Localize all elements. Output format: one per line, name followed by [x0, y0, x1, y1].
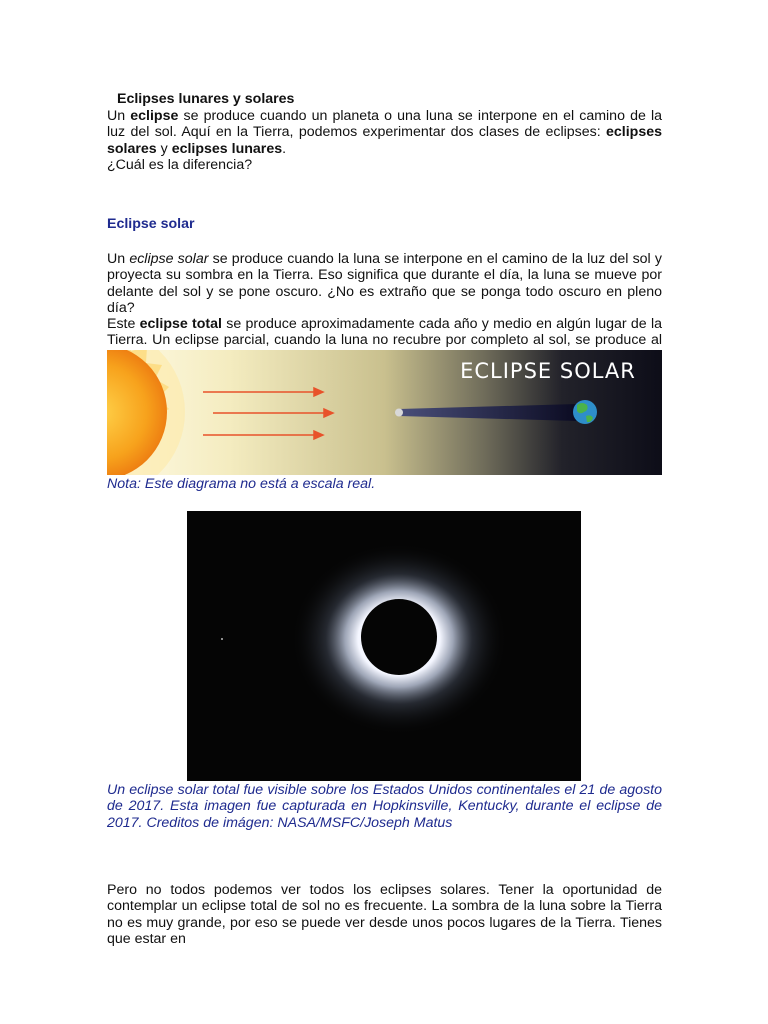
- section-heading: Eclipse solar: [107, 216, 195, 232]
- para2-text-4: se produce aproximadamente cada año y medio en algún lugar de la Tierra. Un eclipse parcial, cuando la luna no recubre por completo al sol, se produce al: [107, 316, 662, 349]
- solar-eclipse-paragraph: [107, 251, 662, 365]
- para2-italic-term: eclipse solar: [129, 251, 209, 267]
- para2-text-1: Un: [107, 251, 130, 267]
- moon-disc: [361, 599, 437, 675]
- intro-text-4: .: [282, 140, 287, 157]
- star: [221, 638, 223, 640]
- para2-text-2: se produce cuando la luna se interpone en el camino de la luz del sol y proyecta su sombra en la Tierra. Eso significa que durante el día, la luna se mueve por delante del sol y se pone oscuro. ¿No es extraño que se ponga todo oscuro en pleno día?: [107, 251, 662, 316]
- para2-bold-total: eclipse total: [139, 316, 222, 333]
- intro-text-3: y: [156, 140, 172, 157]
- photo-caption: Un eclipse solar total fue visible sobre los Estados Unidos continentales el 21 de agosto de 2017. Esta imagen fue capturada en Hopkinsville, Kentucky, durante el eclipse de 2017. Creditos de imágen: NASA/MSFC/Joseph Matus: [107, 782, 662, 831]
- moon-icon: [395, 409, 403, 417]
- intro-paragraph: [107, 108, 662, 173]
- intro-bold-lunares: eclipses lunares: [171, 140, 283, 157]
- intro-question: ¿Cuál es la diferencia?: [107, 156, 253, 173]
- intro-text-1: Un: [107, 108, 131, 124]
- intro-bold-eclipse: eclipse: [130, 108, 179, 124]
- page-title: Eclipses lunares y solares: [117, 91, 295, 107]
- diagram-note: Nota: Este diagrama no está a escala real.: [107, 476, 376, 492]
- diagram-label: ECLIPSE SOLAR: [460, 359, 636, 383]
- earth-icon: [573, 400, 597, 424]
- eclipse-diagram: [107, 350, 662, 475]
- para2-text-3: Este: [107, 316, 140, 333]
- intro-text-2: se produce cuando un planeta o una luna se interpone en el camino de la luz del sol. Aquí en la Tierra, podemos experimentar dos clases de eclipses:: [107, 108, 663, 141]
- intro-bold-solares: eclipses solares: [107, 124, 662, 157]
- closing-paragraph: Pero no todos podemos ver todos los eclipses solares. Tener la oportunidad de contemplar un eclipse total de sol no es frecuente. La sombra de la luna sobre la Tierra no es muy grande, por eso se puede ver desde unos pocos lugares de la Tierra. Tienes que estar en: [107, 882, 662, 947]
- eclipse-photo-svg: [187, 511, 581, 781]
- eclipse-diagram-svg: [107, 350, 662, 475]
- eclipse-photo: [187, 511, 581, 781]
